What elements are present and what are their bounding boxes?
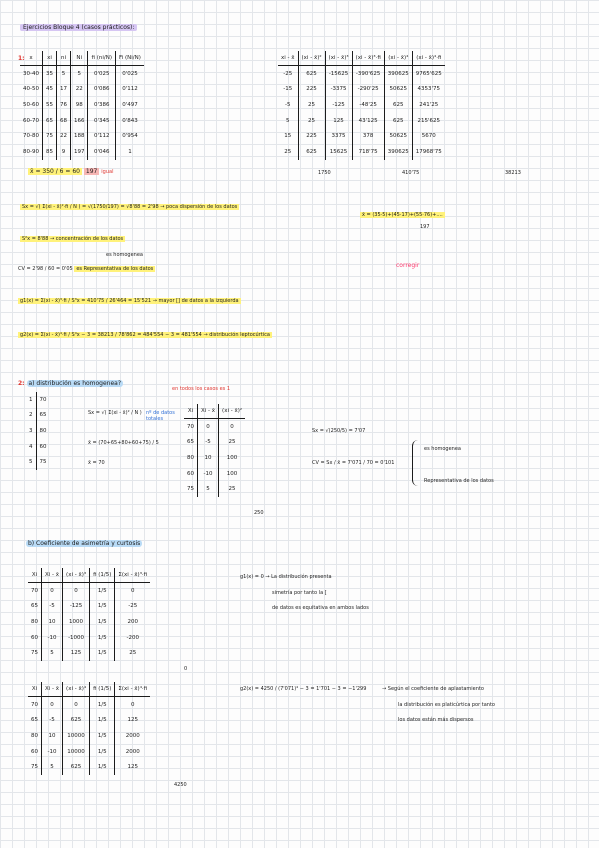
table-row	[184, 466, 245, 482]
t5-cell: 200	[127, 618, 139, 625]
kurt-text-1: → Según el coeficiente de aplastamiento	[382, 686, 484, 692]
t2-cell: -290'25	[352, 82, 384, 98]
t6-header: (xi - x̄)⁴	[63, 682, 90, 697]
skewness-table	[28, 568, 150, 661]
skew-text-1: g1(x) = 0 → La distribución presenta	[240, 574, 332, 580]
ex2-sx-result: Sx = √(250/5) = 7'07	[312, 428, 366, 434]
skew-text-3: de datos es equitativa en ambos lados	[272, 605, 369, 611]
t2-cell: 25	[298, 113, 325, 129]
t1-cell: 80-90	[20, 144, 42, 160]
table-row	[184, 481, 245, 497]
table-row	[28, 614, 150, 630]
t5-cell: 10	[42, 614, 63, 630]
t2-cell: 625	[298, 144, 325, 160]
exercise-1-label: 1:	[18, 55, 25, 62]
t4-cell: 5	[198, 481, 219, 497]
t1-cell: 0'025	[88, 66, 116, 82]
total-sq: 1750	[318, 170, 331, 176]
t6-cell: 1/5	[90, 728, 115, 744]
t1-cell: 0'386	[88, 97, 116, 113]
t1-cell: 0'112	[122, 86, 138, 93]
t1-cell: 166	[70, 113, 88, 129]
t5-cell: -125	[63, 599, 90, 615]
t6-header: Xi - x̄	[42, 682, 63, 697]
t3-cell: 5	[26, 454, 36, 470]
t2-cell: 9765'625	[415, 70, 442, 77]
t1-cell: 0'025	[122, 70, 138, 77]
t5-cell: 75	[28, 645, 42, 661]
table-row	[20, 128, 144, 144]
t1-cell: 0'954	[122, 133, 138, 140]
t4-header: Xi - x̄	[198, 404, 219, 419]
t1-cell: 0'112	[88, 128, 116, 144]
t4-cell: 75	[184, 481, 198, 497]
t2-cell: 225	[298, 128, 325, 144]
t6-cell: 2000	[125, 732, 140, 739]
table-row	[278, 66, 445, 82]
mean-result: x̄ = 70	[88, 460, 105, 466]
table-row	[28, 599, 150, 615]
table-row	[28, 728, 150, 744]
sx-formula: Sx = √( Σ(xi - x̄)² / N )	[88, 410, 142, 416]
table-row	[26, 408, 50, 424]
t2-header: (xi - x̄)²	[298, 51, 325, 66]
t4-cell: 0	[230, 423, 234, 430]
t2-cell: 50625	[384, 82, 412, 98]
t6-cell: 10	[42, 728, 63, 744]
t6-cell: 1/5	[90, 744, 115, 760]
t6-cell: 60	[28, 744, 42, 760]
t4-header: (xi - x̄)²	[219, 404, 246, 419]
t1-cell: 197	[70, 144, 88, 160]
table-row	[26, 392, 50, 408]
t3-cell: 70	[39, 396, 47, 403]
t2-cell: 15625	[325, 144, 352, 160]
t6-header: Σ(xi - x̄)⁴·fi	[115, 682, 150, 697]
table-row	[278, 97, 445, 113]
t1-cell: 9	[56, 144, 70, 160]
t2-cell: -48'25	[352, 97, 384, 113]
t2-cell: 390625	[384, 144, 412, 160]
table-row	[28, 713, 150, 729]
table-row	[20, 97, 144, 113]
t6-cell: 80	[28, 728, 42, 744]
g2-line: g2(x) = Σ(xi - x̄)⁴·fi / S⁴x − 3 = 38213 / 78'862 = 484'554 − 3 = 481'554 → distribución leptocúrtica	[20, 332, 270, 338]
t2-cell: -25	[278, 66, 298, 82]
t2-header: (xi - x̄)³	[325, 51, 352, 66]
t5-cell: -200	[126, 634, 140, 641]
t2-cell: 625	[384, 113, 412, 129]
t2-cell: -15	[278, 82, 298, 98]
t4-cell: 70	[184, 419, 198, 435]
t6-cell: 70	[28, 697, 42, 713]
total-cube: 410'75	[402, 170, 420, 176]
t4-header: Xi	[184, 404, 198, 419]
data-table	[26, 392, 50, 470]
table-row	[278, 128, 445, 144]
table-row	[28, 697, 150, 713]
t1-cell: 60-70	[20, 113, 42, 129]
table-row	[278, 113, 445, 129]
t2-header: (xi - x̄)⁴	[384, 51, 412, 66]
t2-cell: 390625	[384, 66, 412, 82]
t1-cell: 0'497	[122, 101, 138, 108]
t6-cell: 10000	[63, 728, 90, 744]
t6-cell: 0	[63, 697, 90, 713]
deviations-table	[278, 51, 445, 160]
ex2-cv-result: CV = Sx / x̄ = 7'071 / 70 = 0'101	[312, 460, 395, 466]
t1-cell: 0'086	[88, 82, 116, 98]
t2-cell: 625	[298, 66, 325, 82]
skew-text-2: simetría por tanto la [	[272, 590, 327, 596]
t5-header: Xi	[28, 568, 42, 583]
t4-cell: 0	[198, 419, 219, 435]
t5-header: Σ(xi - x̄)³·fi	[115, 568, 150, 583]
t1-cell: 50-60	[20, 97, 42, 113]
t4-cell: 100	[226, 470, 238, 477]
kurtosis-table	[28, 682, 150, 775]
t6-cell: 625	[63, 713, 90, 729]
t6-cell: 125	[127, 764, 139, 771]
t4-cell: 25	[228, 486, 236, 493]
t1-cell: 76	[56, 97, 70, 113]
t1-cell: 5	[56, 66, 70, 82]
page-title: Ejercicios Bloque 4 (casos prácticos):	[20, 24, 137, 31]
note-total-data: nº de datos totales	[146, 410, 175, 422]
ex2-total: 250	[254, 510, 264, 516]
mean-side-formula: x̄ = (35·5)+(45·17)+(55·76)+....	[362, 212, 443, 218]
t5-cell: 1/5	[90, 583, 115, 599]
t6-cell: 625	[63, 759, 90, 775]
mean-line: x̄ = 350 / 6 = 60 197 igual	[30, 168, 114, 175]
t5-cell: -10	[42, 630, 63, 646]
kurt-formula: g2(x) = 4250 / (7'071)⁴ − 3 = 1'701 − 3 = −1'299	[240, 686, 367, 692]
t4-cell: 10	[198, 450, 219, 466]
t3-cell: 60	[39, 443, 47, 450]
t6-cell: 75	[28, 759, 42, 775]
t1-header: fi (ni/N)	[88, 51, 116, 66]
cv-note: es homogenea	[106, 252, 143, 258]
t1-cell: 45	[42, 82, 56, 98]
t2-cell: -15625	[325, 66, 352, 82]
kurt-total: 4250	[174, 782, 187, 788]
t5-header: fi (1/5)	[90, 568, 115, 583]
t2-cell: -5	[278, 97, 298, 113]
t6-cell: 125	[127, 717, 139, 724]
table-row	[184, 450, 245, 466]
ex2-deviation-table	[184, 404, 245, 497]
t1-cell: 98	[70, 97, 88, 113]
t2-cell: 17968'75	[415, 148, 442, 155]
t5-cell: 0	[131, 587, 135, 594]
brace-conclusion-1: es homogenea	[424, 446, 461, 452]
t6-cell: -5	[42, 713, 63, 729]
table-row	[20, 82, 144, 98]
table-row	[26, 423, 50, 439]
t2-cell: 5	[278, 113, 298, 129]
t1-cell: 17	[56, 82, 70, 98]
t6-cell: 1/5	[90, 759, 115, 775]
table-row	[278, 144, 445, 160]
t5-cell: 80	[28, 614, 42, 630]
t1-cell: 30-40	[20, 66, 42, 82]
t1-header: Fi (Ni/N)	[115, 51, 143, 66]
t6-cell: 1/5	[90, 713, 115, 729]
t5-cell: 5	[42, 645, 63, 661]
t2-cell: 50625	[384, 128, 412, 144]
t5-cell: -1000	[63, 630, 90, 646]
t4-cell: -10	[198, 466, 219, 482]
kurt-text-3: los datos están más dispersos	[398, 717, 474, 723]
t3-cell: 2	[26, 408, 36, 424]
skew-total: 0	[184, 666, 188, 672]
t2-cell: 378	[352, 128, 384, 144]
t2-header: (xi - x̄)³·fi	[352, 51, 384, 66]
t5-cell: 1/5	[90, 645, 115, 661]
t6-cell: 0	[131, 701, 135, 708]
t1-cell: 65	[42, 113, 56, 129]
t6-cell: 65	[28, 713, 42, 729]
t2-cell: 15	[278, 128, 298, 144]
t2-cell: 4353'75	[417, 86, 441, 93]
t1-cell: 35	[42, 66, 56, 82]
t4-cell: 25	[228, 439, 236, 446]
t5-cell: 1/5	[90, 630, 115, 646]
table-row	[20, 144, 144, 160]
t5-cell: 125	[63, 645, 90, 661]
t1-cell: 188	[70, 128, 88, 144]
t1-header: xi	[42, 51, 56, 66]
sx-line: Sx = √( Σ(xi - x̄)²·fi / N ) = √(1750/197) = √8'88 = 2'98 → poca dispersión de los datos	[22, 204, 238, 210]
t5-header: (xi - x̄)³	[63, 568, 90, 583]
table-row	[26, 454, 50, 470]
t2-header: xi - x̄	[278, 51, 298, 66]
t1-cell: 1	[128, 148, 132, 155]
table-row	[28, 645, 150, 661]
table-row	[28, 744, 150, 760]
variance-line: S²x = 8'88 → concentración de los datos	[22, 236, 124, 242]
note-all-cases: en todos los casos es 1	[172, 386, 231, 392]
t2-cell: 25	[278, 144, 298, 160]
t4-cell: 60	[184, 466, 198, 482]
t2-cell: 718'75	[352, 144, 384, 160]
kurt-text-2: la distribución es platicúrtica por tanto	[398, 702, 495, 708]
t2-cell: 241'25	[419, 101, 439, 108]
t6-cell: 2000	[125, 748, 140, 755]
part-b-title: b) Coeficiente de asimetría y curtosis	[28, 540, 141, 547]
t6-header: Xi	[28, 682, 42, 697]
t4-cell: 100	[226, 454, 238, 461]
t5-cell: 1/5	[90, 599, 115, 615]
t2-cell: 125	[325, 113, 352, 129]
t6-cell: 5	[42, 759, 63, 775]
t2-cell: -390'625	[352, 66, 384, 82]
t3-cell: 1	[26, 392, 36, 408]
g1-line: g1(x) = Σ(xi - x̄)³·fi / S³x = 410'75 / 26'464 = 15'521 → mayor [] de datos a la izquierda	[20, 298, 239, 304]
t3-cell: 75	[39, 459, 47, 466]
t1-cell: 5	[70, 66, 88, 82]
corregir-note: corregir	[396, 262, 420, 269]
cv-line: CV = 2'98 / 60 = 0'05 es Representativa de los datos	[18, 266, 154, 272]
t1-header: Ni	[70, 51, 88, 66]
brace	[412, 440, 421, 486]
t5-cell: -25	[128, 603, 138, 610]
t1-cell: 75	[42, 128, 56, 144]
t5-cell: 70	[28, 583, 42, 599]
t5-cell: 60	[28, 630, 42, 646]
t2-cell: 215'625	[417, 117, 441, 124]
t2-cell: -125	[325, 97, 352, 113]
table-row	[28, 583, 150, 599]
t2-cell: 625	[384, 97, 412, 113]
table-row	[184, 419, 245, 435]
t1-cell: 0'843	[122, 117, 138, 124]
t5-cell: 0	[42, 583, 63, 599]
table-row	[26, 439, 50, 455]
t6-header: fi (1/5)	[90, 682, 115, 697]
brace-conclusion-2: Representativa de los datos	[424, 478, 494, 484]
t6-cell: 10000	[63, 744, 90, 760]
t1-cell: 70-80	[20, 128, 42, 144]
t1-cell: 0'046	[88, 144, 116, 160]
t5-cell: 0	[63, 583, 90, 599]
t1-cell: 68	[56, 113, 70, 129]
t2-cell: 3375	[325, 128, 352, 144]
t2-cell: 5670	[421, 133, 436, 140]
t1-cell: 40-50	[20, 82, 42, 98]
frequency-table	[20, 51, 144, 160]
t4-cell: 80	[184, 450, 198, 466]
exercise-2-header: 2: a) distribución es homogenea?	[18, 380, 122, 387]
t2-header: (xi - x̄)⁴·fi	[412, 51, 445, 66]
mean-side-denominator: 197	[420, 224, 430, 230]
t2-cell: 225	[298, 82, 325, 98]
t3-cell: 3	[26, 423, 36, 439]
t6-cell: 1/5	[90, 697, 115, 713]
mean-formula: x̄ = (70+65+80+60+75) / 5	[88, 440, 159, 446]
table-row	[20, 66, 144, 82]
table-row	[20, 113, 144, 129]
t1-cell: 22	[70, 82, 88, 98]
table-row	[278, 82, 445, 98]
t6-cell: 0	[42, 697, 63, 713]
t5-cell: 65	[28, 599, 42, 615]
t1-cell: 0'345	[88, 113, 116, 129]
t3-cell: 4	[26, 439, 36, 455]
t5-cell: 1/5	[90, 614, 115, 630]
t4-cell: -5	[198, 435, 219, 451]
t6-cell: -10	[42, 744, 63, 760]
t1-header: ni	[56, 51, 70, 66]
t1-cell: 85	[42, 144, 56, 160]
t1-cell: 22	[56, 128, 70, 144]
t2-cell: 43'125	[352, 113, 384, 129]
t5-cell: 1000	[63, 614, 90, 630]
total-fourth: 38213	[505, 170, 521, 176]
t3-cell: 80	[39, 427, 47, 434]
t2-cell: 25	[298, 97, 325, 113]
t5-header: Xi - x̄	[42, 568, 63, 583]
table-row	[28, 759, 150, 775]
table-row	[184, 435, 245, 451]
t5-cell: -5	[42, 599, 63, 615]
t3-cell: 65	[39, 412, 47, 419]
t5-cell: 25	[129, 650, 137, 657]
t1-header: x	[20, 51, 42, 66]
t4-cell: 65	[184, 435, 198, 451]
t2-cell: -3375	[325, 82, 352, 98]
t1-cell: 55	[42, 97, 56, 113]
table-row	[28, 630, 150, 646]
